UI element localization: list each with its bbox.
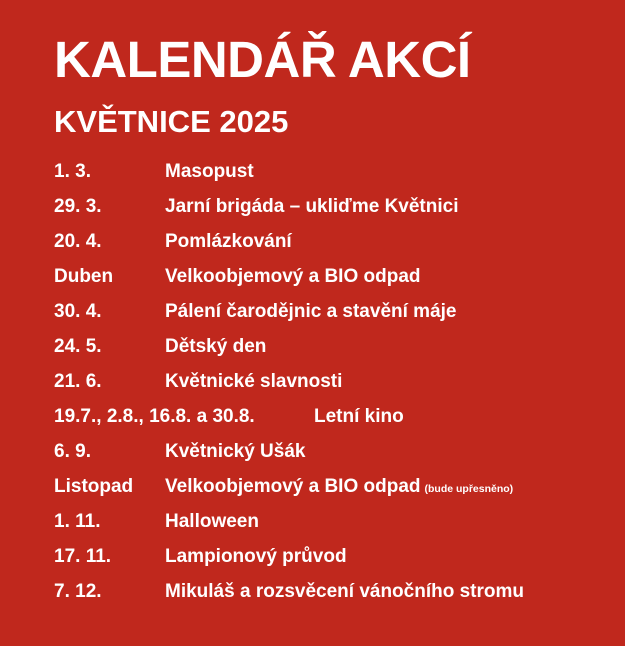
- event-date: Listopad: [54, 476, 134, 497]
- event-date: 17. 11.: [54, 546, 112, 567]
- event-row: [54, 399, 625, 434]
- page-title: KALENDÁŘ AKCÍ: [54, 31, 471, 88]
- event-date: 7. 12.: [54, 581, 102, 602]
- event-name: Halloween: [165, 511, 259, 532]
- event-row: [54, 364, 625, 399]
- event-name: Lampionový průvod: [165, 546, 347, 567]
- event-date: 30. 4.: [54, 301, 102, 322]
- event-row: [54, 504, 625, 539]
- page-subtitle: KVĚTNICE 2025: [54, 104, 289, 139]
- event-name: Květnické slavnosti: [165, 371, 343, 392]
- event-row: [54, 434, 625, 469]
- event-row: [54, 259, 625, 294]
- event-name: Velkoobjemový a BIO odpad: [165, 266, 421, 287]
- event-date: 29. 3.: [54, 196, 102, 217]
- event-date: 19.7., 2.8., 16.8. a 30.8.: [54, 406, 255, 427]
- event-row: [54, 189, 625, 224]
- event-row: [54, 469, 625, 504]
- event-row: [54, 294, 625, 329]
- event-date: 20. 4.: [54, 231, 102, 252]
- event-name: Mikuláš a rozsvěcení vánočního stromu: [165, 581, 524, 602]
- event-name: Letní kino: [314, 406, 404, 427]
- event-date: 24. 5.: [54, 336, 102, 357]
- event-name: Dětský den: [165, 336, 267, 357]
- event-row: [54, 574, 625, 609]
- event-row: [54, 224, 625, 259]
- event-name: Jarní brigáda – ukliďme Květnici: [165, 196, 459, 217]
- event-name: Masopust: [165, 161, 254, 182]
- event-name: Pomlázkování: [165, 231, 292, 252]
- event-row: [54, 329, 625, 364]
- event-date: 6. 9.: [54, 441, 91, 462]
- event-date: 1. 3.: [54, 161, 91, 182]
- event-row: [54, 154, 625, 189]
- event-name: Velkoobjemový a BIO odpad: [165, 476, 421, 497]
- event-date: 1. 11.: [54, 511, 101, 532]
- event-name: Květnický Ušák: [165, 441, 306, 462]
- event-list: [54, 154, 625, 609]
- event-date: 21. 6.: [54, 371, 102, 392]
- event-date: Duben: [54, 266, 114, 287]
- event-name-with-note: [165, 469, 513, 507]
- event-note: (bude upřesněno): [424, 483, 514, 495]
- event-row: [54, 539, 625, 574]
- event-name: Pálení čarodějnic a stavění máje: [165, 301, 457, 322]
